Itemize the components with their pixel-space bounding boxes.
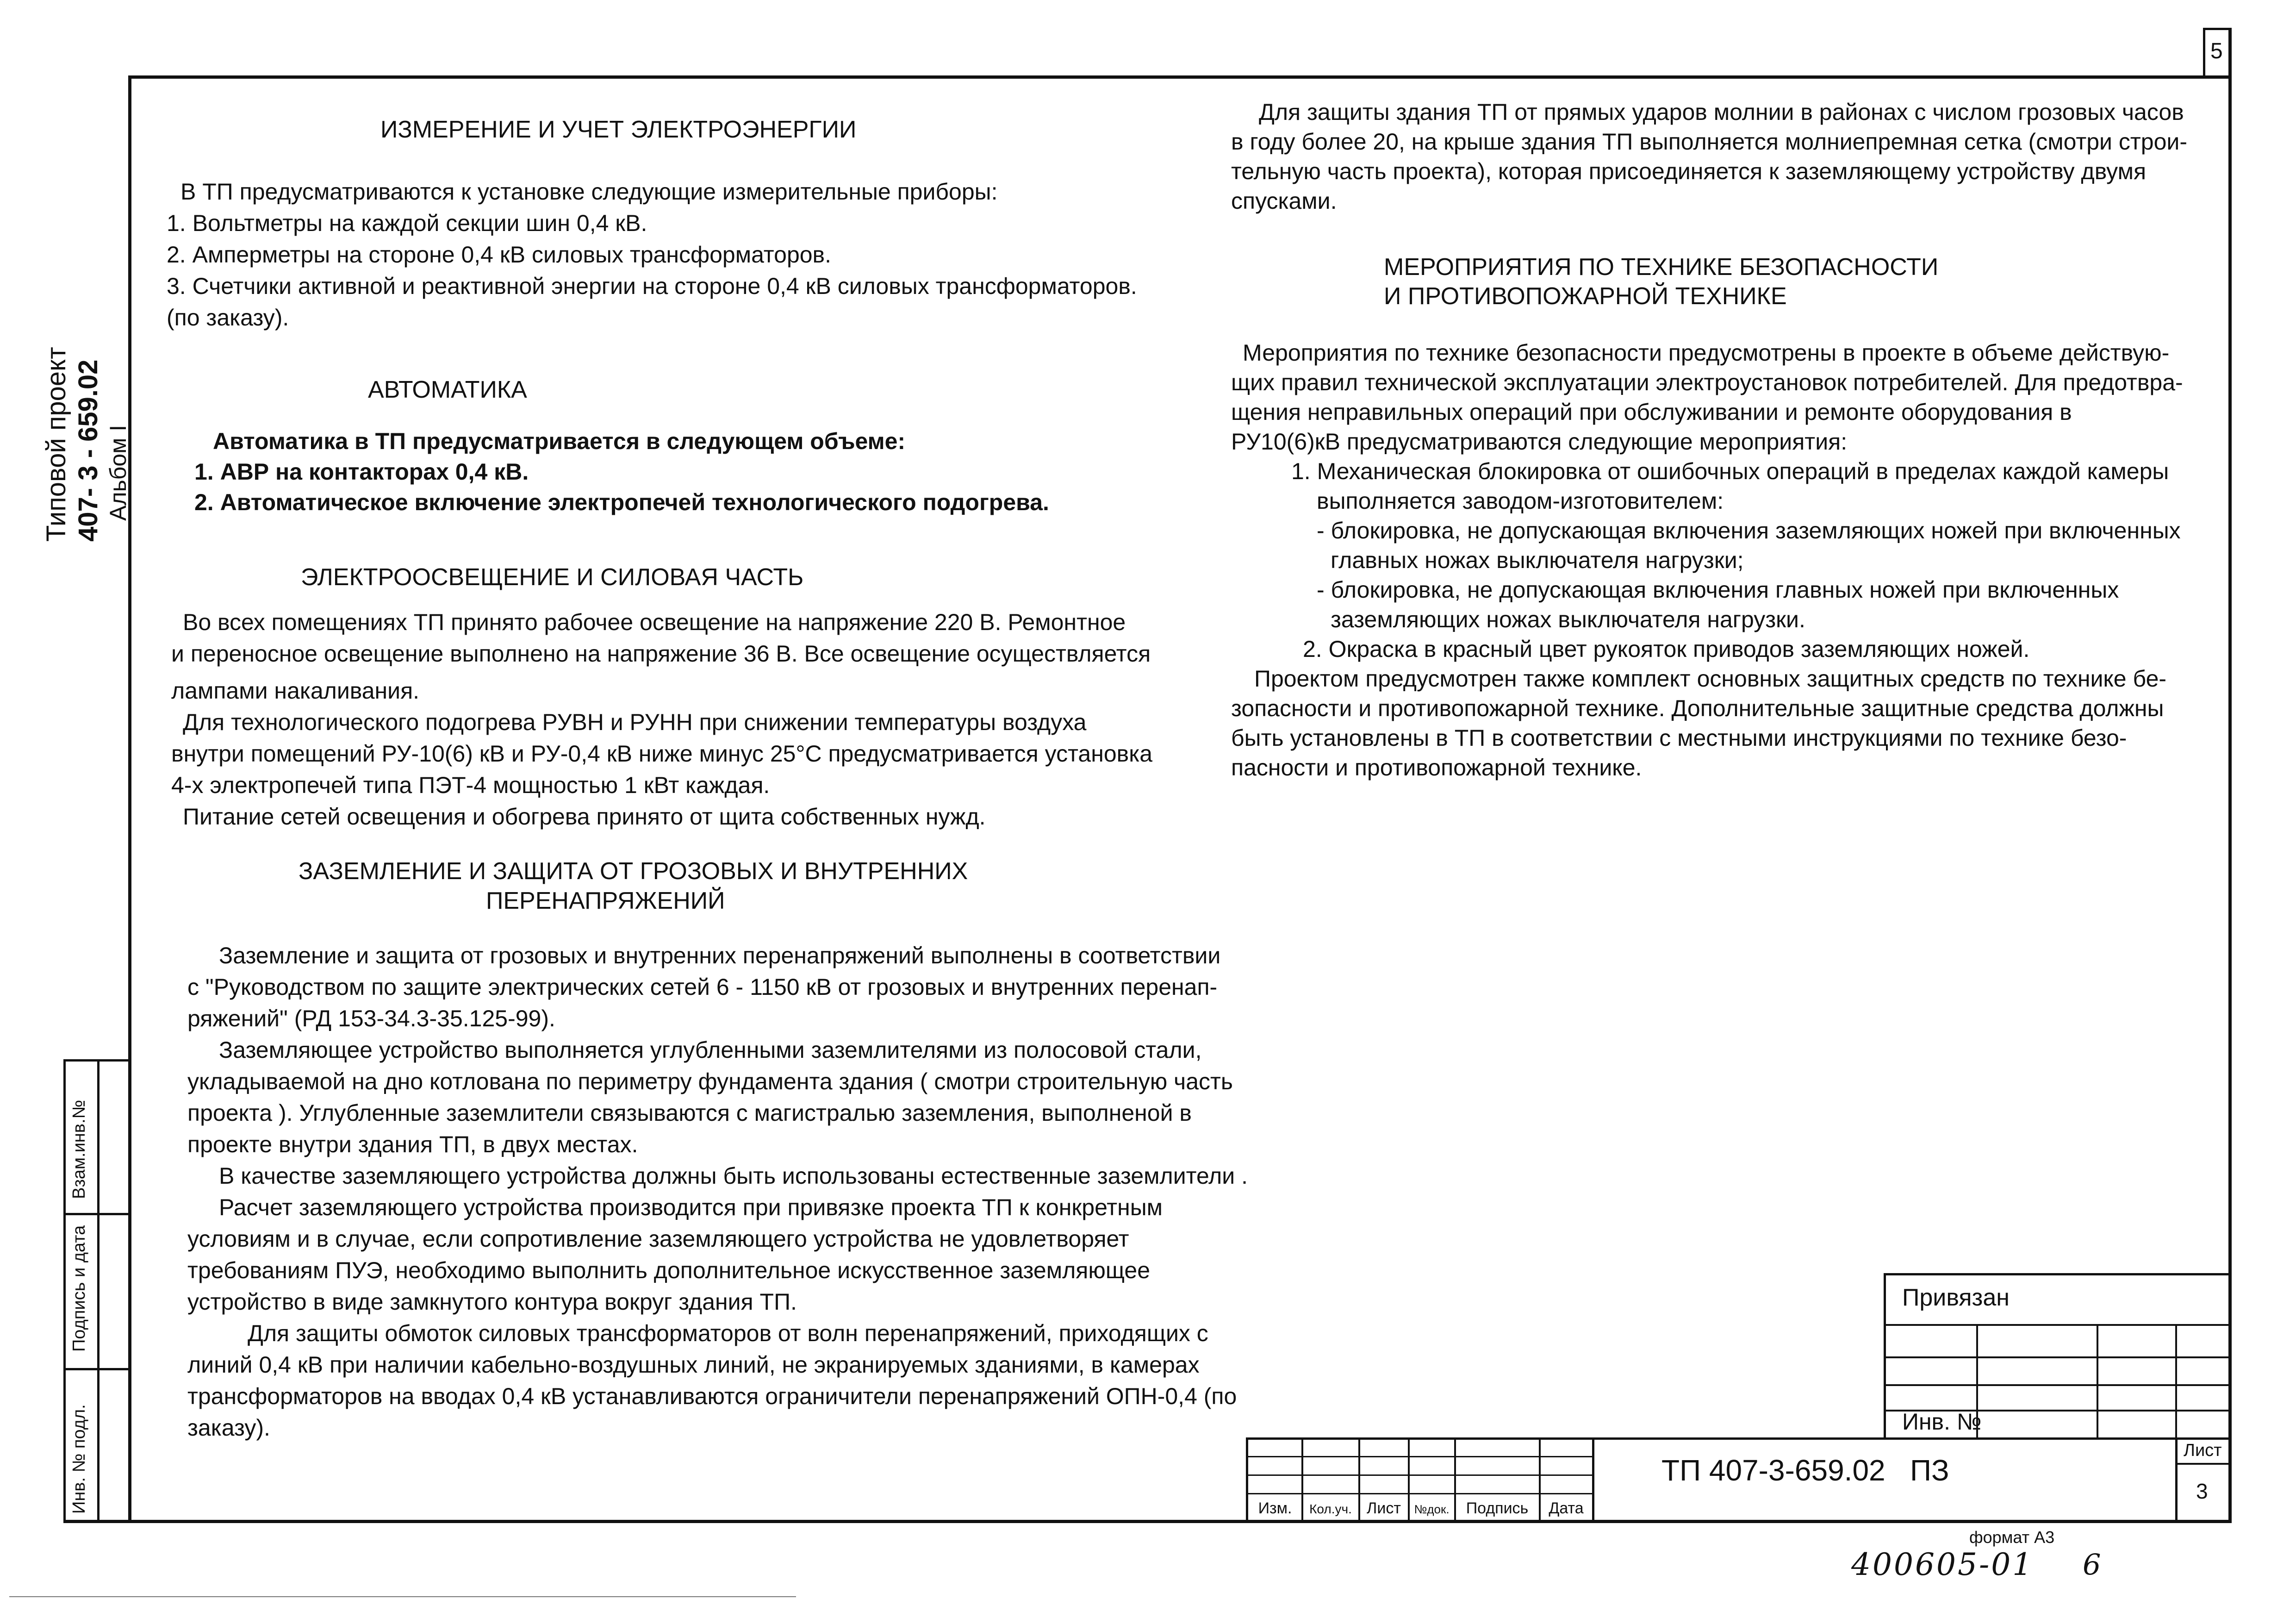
text-line: выполняется заводом-изготовителем:	[1317, 488, 1724, 514]
heading-safety-1: МЕРОПРИЯТИЯ ПО ТЕХНИКЕ БЕЗОПАСНОСТИ	[1384, 254, 1939, 281]
scan-edge-line	[9, 1596, 796, 1597]
frame-right	[2228, 28, 2232, 1523]
text-line: В ТП предусматриваются к установке следующие измерительные приборы:	[180, 179, 998, 205]
text-line: 2. Амперметры на стороне 0,4 кВ силовых трансформаторов.	[167, 242, 832, 268]
text-line: - блокировка, не допускающая включения заземляющих ножей при включенных	[1317, 518, 2181, 543]
text-line: укладываемой на дно котлована по периметру фундамента здания ( смотри строительную часть	[187, 1068, 1233, 1094]
heading-automatics: АВТОМАТИКА	[368, 376, 527, 403]
text-line: с "Руководством по защите электрических сетей 6 - 1150 кВ от грозовых и внутренних перенап-	[187, 974, 1218, 1000]
sheet-label: Лист	[2184, 1441, 2222, 1460]
text-line: Для защиты здания ТП от прямых ударов молнии в районах с числом грозовых часов	[1259, 99, 2184, 125]
text-line: 3. Счетчики активной и реактивной энергии на стороне 0,4 кВ силовых трансформаторов.	[167, 273, 1137, 299]
text-line: Мероприятия по технике безопасности предусмотрены в проекте в объеме действую-	[1243, 340, 2170, 366]
text-line: 1. Механическая блокировка от ошибочных операций в пределах каждой камеры	[1291, 458, 2169, 484]
text-line: Для защиты обмоток силовых трансформаторов от волн перенапряжений, приходящих с	[248, 1320, 1208, 1346]
frame-bottom	[63, 1520, 2232, 1523]
text-line: устройство в виде замкнутого контура вокруг здания ТП.	[187, 1289, 797, 1315]
page-number: 5	[2210, 39, 2223, 63]
field-vzam-inv: Взам.инв.№	[69, 1099, 89, 1199]
text-line: Автоматика в ТП предусматривается в следующем объеме:	[213, 428, 906, 454]
heading-lighting: ЭЛЕКТРООСВЕЩЕНИЕ И СИЛОВАЯ ЧАСТЬ	[301, 564, 804, 591]
col-data: Дата	[1549, 1499, 1584, 1517]
text-line: - блокировка, не допускающая включения главных ножей при включенных	[1317, 577, 2119, 603]
inv-no-label: Инв. №	[1902, 1409, 1982, 1435]
text-line: 4-х электропечей типа ПЭТ-4 мощностью 1 кВт каждая.	[171, 772, 770, 798]
text-line: в году более 20, на крыше здания ТП выполняется молниепремная сетка (смотри строи-	[1231, 129, 2187, 155]
text-line: требованиям ПУЭ, необходимо выполнить дополнительное искусственное заземляющее	[187, 1257, 1151, 1283]
side-stamp-line3: Альбом I	[105, 425, 131, 521]
section-safety	[1231, 338, 2183, 782]
text-line: 2. Окраска в красный цвет рукояток приводов заземляющих ножей.	[1303, 636, 2030, 662]
text-line: (по заказу).	[167, 305, 289, 331]
text-line: В качестве заземляющего устройства должны быть использованы естественные заземлители .	[219, 1163, 1248, 1189]
text-line: быть установлены в ТП в соответствии с местными инструкциями по технике безо-	[1231, 725, 2127, 751]
heading-safety-2: И ПРОТИВОПОЖАРНОЙ ТЕХНИКЕ	[1384, 283, 1787, 310]
col-no-doc: №док.	[1414, 1502, 1450, 1516]
text-line: щих правил технической эксплуатации электроустановок потребителей. Для предотвра-	[1231, 369, 2183, 395]
section-measurement	[167, 176, 1137, 333]
text-line: Проектом предусмотрен также комплект основных защитных средств по технике бе-	[1254, 666, 2167, 692]
text-line: трансформаторов на вводах 0,4 кВ устанавливаются ограничители перенапряжений ОПН-0,4 (по	[187, 1383, 1237, 1409]
text-line: щения неправильных операций при обслуживании и ремонте оборудования в	[1231, 399, 2072, 425]
privyazan-label: Привязан	[1902, 1284, 2010, 1311]
text-line: заземляющих ножах выключателя нагрузки.	[1331, 606, 1805, 632]
sheet-number: 3	[2196, 1479, 2208, 1503]
section-lightning-protection	[1231, 97, 2187, 216]
frame-top	[131, 75, 2231, 79]
document-code: ТП 407-3-659.02 ПЗ	[1661, 1454, 1949, 1487]
text-line: условиям и в случае, если сопротивление заземляющего устройства не удовлетворяет	[187, 1226, 1129, 1252]
text-line: зопасности и противопожарной технике. Дополнительные защитные средства должны	[1231, 695, 2164, 721]
side-stamp-line2: 407- 3 - 659.02	[73, 359, 103, 542]
text-line: 1. АВР на контакторах 0,4 кВ.	[194, 459, 529, 485]
text-line: Расчет заземляющего устройства производится при привязке проекта ТП к конкретным	[219, 1194, 1163, 1220]
side-stamp-line1: Типовой проект	[41, 347, 71, 542]
text-line: Во всех помещениях ТП принято рабочее освещение на напряжение 220 В. Ремонтное	[183, 609, 1126, 635]
section-lighting	[171, 606, 1152, 832]
text-line: главных ножах выключателя нагрузки;	[1331, 547, 1744, 573]
text-line: ряжений" (РД 153-34.3-35.125-99).	[187, 1006, 555, 1031]
field-podpis-data: Подпись и дата	[69, 1225, 89, 1352]
text-line: 1. Вольтметры на каждой секции шин 0,4 кВ.	[167, 210, 647, 236]
col-izm: Изм.	[1258, 1499, 1292, 1517]
heading-measurement: ИЗМЕРЕНИЕ И УЧЕТ ЭЛЕКТРОЭНЕРГИИ	[380, 116, 857, 143]
col-list: Лист	[1367, 1499, 1401, 1517]
text-line: Для технологического подогрева РУВН и РУНН при снижении температуры воздуха	[183, 709, 1087, 735]
text-line: проекта ). Углубленные заземлители связываются с магистралью заземления, выполненой в	[187, 1100, 1192, 1126]
col-podpis: Подпись	[1466, 1499, 1529, 1517]
text-line: проекте внутри здания ТП, в двух местах.	[187, 1131, 638, 1157]
section-automatics	[194, 426, 1049, 518]
format-label: формат А3	[1969, 1528, 2055, 1547]
text-line: Заземление и защита от грозовых и внутренних перенапряжений выполнены в соответствии	[219, 943, 1221, 968]
text-line: Заземляющее устройство выполняется углубленными заземлителями из полосовой стали,	[219, 1037, 1202, 1063]
handwritten-mark: 6	[2083, 1548, 2101, 1581]
text-line: линий 0,4 кВ при наличии кабельно-воздушных линий, не экранируемых зданиями, в камерах	[187, 1352, 1200, 1378]
heading-grounding-2: ПЕРЕНАПРЯЖЕНИЙ	[486, 887, 725, 914]
text-line: спусками.	[1231, 188, 1337, 214]
text-line: Питание сетей освещения и обогрева принято от щита собственных нужд.	[183, 804, 986, 830]
text-line: тельную часть проекта), которая присоединяется к заземляющему устройству двумя	[1231, 158, 2147, 184]
text-line: пасности и противопожарной технике.	[1231, 755, 1642, 781]
text-line: и переносное освещение выполнено на напряжение 36 В. Все освещение осуществляется	[171, 641, 1151, 667]
text-line: РУ10(6)кВ предусматриваются следующие мероприятия:	[1231, 429, 1848, 455]
text-line: заказу).	[187, 1415, 270, 1441]
frame-left	[128, 75, 131, 1522]
text-line: 2. Автоматическое включение электропечей технологического подогрева.	[194, 489, 1049, 515]
handwritten-number: 400605-01	[1851, 1547, 2034, 1582]
text-line: лампами накаливания.	[171, 678, 420, 704]
section-grounding	[187, 940, 1248, 1443]
col-kol-uch: Кол.уч.	[1309, 1502, 1352, 1516]
field-inv-podl: Инв. № подл.	[69, 1404, 89, 1514]
text-line: внутри помещений РУ-10(6) кВ и РУ-0,4 кВ ниже минус 25°С предусматривается установка	[171, 741, 1152, 767]
heading-grounding-1: ЗАЗЕМЛЕНИЕ И ЗАЩИТА ОТ ГРОЗОВЫХ И ВНУТРЕННИХ	[299, 858, 968, 885]
